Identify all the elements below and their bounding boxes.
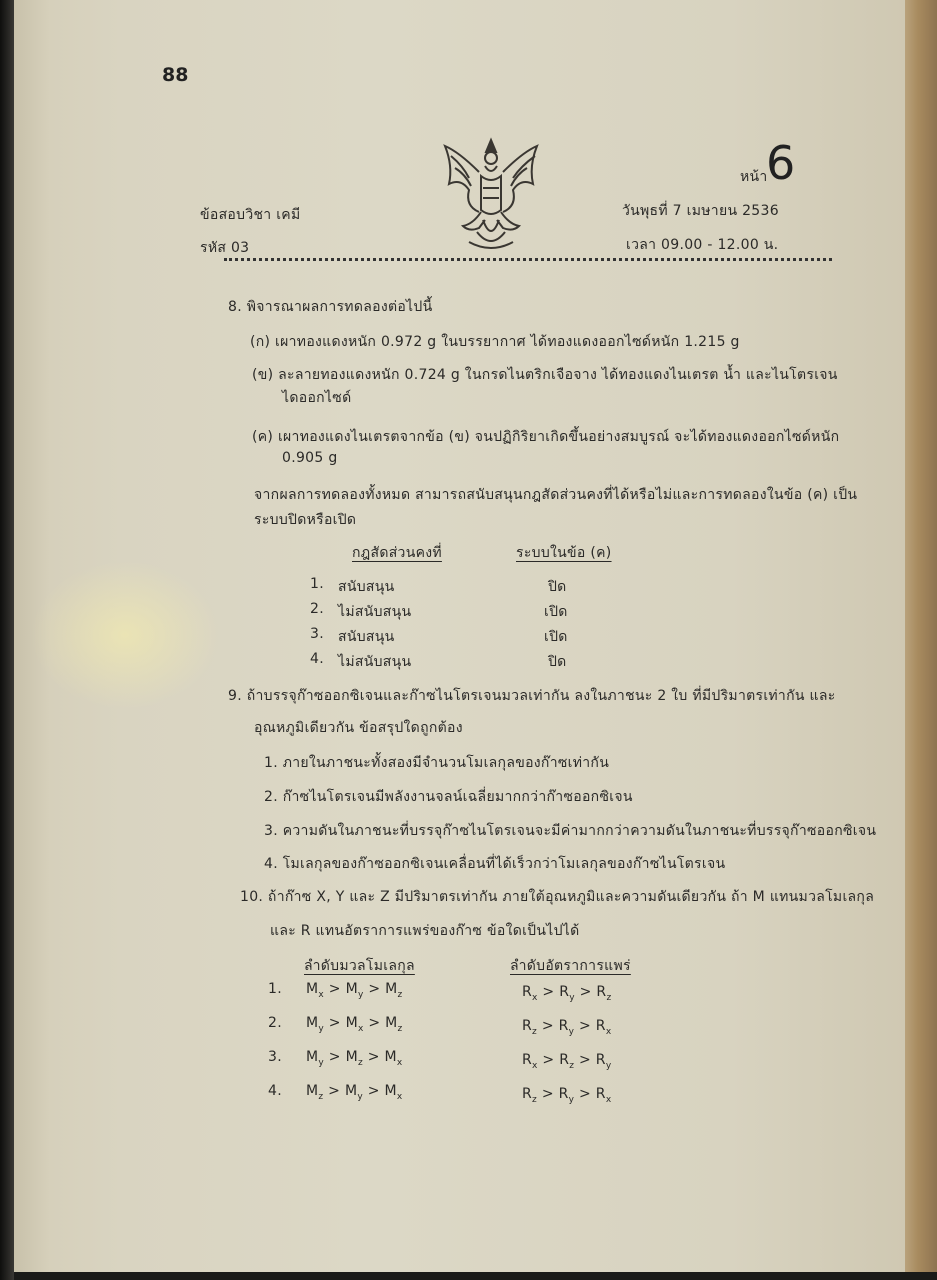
subscript-z: z xyxy=(397,1024,403,1034)
mass-order: $M_x > M_y > M_z$ xyxy=(306,981,403,1000)
subscript-y: y xyxy=(318,1058,325,1068)
header-divider xyxy=(224,258,832,261)
choice-number: 2. xyxy=(310,601,324,617)
rate-order: $R_z > R_y > R_x$ xyxy=(522,1086,612,1105)
choice-number: 2. xyxy=(268,1015,282,1031)
subscript-x: x xyxy=(357,1024,364,1034)
q10-col-rate: ลำดับอัตราการแพร่ xyxy=(510,958,631,974)
subscript-z: z xyxy=(532,1095,538,1105)
mass-order: $M_y > M_x > M_z$ xyxy=(306,1015,403,1034)
choice-system: เปิด xyxy=(544,604,568,620)
subscript-y: y xyxy=(568,1095,575,1105)
choice-law: ไม่สนับสนุน xyxy=(338,604,412,620)
choice-number: 4. xyxy=(310,651,324,667)
book-edge xyxy=(905,0,937,1272)
subscript-z: z xyxy=(397,990,403,1000)
subscript-x: x xyxy=(605,1027,612,1037)
q8-stem: 8. พิจารณาผลการทดลองต่อไปนี้ xyxy=(228,299,433,315)
subject-line: ข้อสอบวิชา เคมี xyxy=(200,207,301,223)
subscript-x: x xyxy=(532,993,538,1003)
q8-col-system: ระบบในข้อ (ค) xyxy=(516,545,612,561)
q8-option-c: (ค) เผาทองแดงไนเตรตจากข้อ (ข) จนปฏิกิริยาเกิดขึ้นอย่างสมบูรณ์ จะได้ทองแดงออกไซด์หนัก xyxy=(252,429,840,445)
page-value: 6 xyxy=(766,136,796,190)
subscript-y: y xyxy=(357,990,364,1000)
page-label: หน้า xyxy=(740,169,768,185)
rate-order: $R_z > R_y > R_x$ xyxy=(522,1018,612,1037)
choice-number: 1. xyxy=(310,576,324,592)
q10-col-mass: ลำดับมวลโมเลกุล xyxy=(304,958,415,974)
choice-system: เปิด xyxy=(544,629,568,645)
mass-order: $M_y > M_z > M_x$ xyxy=(306,1049,403,1068)
q9-option-3: 3. ความดันในภาชนะที่บรรจุก๊าซไนโตรเจนจะมีค่ามากกว่าความดันในภาชนะที่บรรจุก๊าซออกซิเจน xyxy=(264,823,877,839)
choice-number: 3. xyxy=(268,1049,282,1065)
rate-order: $R_x > R_y > R_z$ xyxy=(522,984,612,1003)
subscript-z: z xyxy=(569,1061,575,1071)
subject-code: รหัส 03 xyxy=(200,240,250,256)
choice-law: สนับสนุน xyxy=(338,629,395,645)
subscript-z: z xyxy=(318,1092,324,1102)
choice-system: ปิด xyxy=(548,579,567,595)
choice-system: ปิด xyxy=(548,654,567,670)
subscript-y: y xyxy=(605,1061,612,1071)
subscript-y: y xyxy=(357,1092,363,1102)
q9-option-2: 2. ก๊าซไนโตรเจนมีพลังงานจลน์เฉลี่ยมากกว่าก๊าซออกซิเจน xyxy=(264,789,633,805)
q8-option-b-cont: ไดออกไซด์ xyxy=(282,390,352,406)
mass-order: $M_z > M_y > M_x$ xyxy=(306,1083,403,1102)
q8-col-law: กฎสัดส่วนคงที่ xyxy=(352,545,442,561)
q10-stem-cont: และ R แทนอัตราการแพร่ของก๊าซ ข้อใดเป็นไปได้ xyxy=(270,923,580,939)
subscript-z: z xyxy=(606,993,612,1003)
q10-stem: 10. ถ้าก๊าซ X, Y และ Z มีปริมาตรเท่ากัน ภายใต้อุณหภูมิและความดันเดียวกัน ถ้า M แทนมวลโมเลกุล xyxy=(240,889,875,905)
subscript-y: y xyxy=(568,1027,575,1037)
choice-number: 1. xyxy=(268,981,282,997)
subscript-x: x xyxy=(605,1095,612,1105)
q8-question: จากผลการทดลองทั้งหมด สามารถสนับสนุนกฎสัดส่วนคงที่ได้หรือไม่และการทดลองในข้อ (ค) เป็น xyxy=(254,487,858,503)
q8-option-a: (ก) เผาทองแดงหนัก 0.972 g ในบรรยากาศ ได้ทองแดงออกไซด์หนัก 1.215 g xyxy=(250,334,740,350)
subscript-z: z xyxy=(357,1058,363,1068)
choice-number: 3. xyxy=(310,626,324,642)
q8-question-cont: ระบบปิดหรือเปิด xyxy=(254,512,357,528)
choice-law: ไม่สนับสนุน xyxy=(338,654,412,670)
q9-option-1: 1. ภายในภาชนะทั้งสองมีจำนวนโมเลกุลของก๊าซเท่ากัน xyxy=(264,755,610,771)
subscript-z: z xyxy=(532,1027,538,1037)
subscript-x: x xyxy=(532,1061,538,1071)
subscript-y: y xyxy=(318,1024,325,1034)
q9-stem-cont: อุณหภูมิเดียวกัน ข้อสรุปใดถูกต้อง xyxy=(254,720,463,736)
subscript-y: y xyxy=(569,993,575,1003)
exam-time: เวลา 09.00 - 12.00 น. xyxy=(626,237,779,253)
q9-stem: 9. ถ้าบรรจุก๊าซออกซิเจนและก๊าซไนโตรเจนมวลเท่ากัน ลงในภาชนะ 2 ใบ ที่มีปริมาตรเท่ากัน และ xyxy=(228,688,836,704)
exam-page xyxy=(14,0,909,1272)
q9-option-4: 4. โมเลกุลของก๊าซออกซิเจนเคลื่อนที่ได้เร็วกว่าโมเลกุลของก๊าซไนโตรเจน xyxy=(264,856,726,872)
exam-date: วันพุธที่ 7 เมษายน 2536 xyxy=(622,203,779,219)
subscript-x: x xyxy=(318,990,325,1000)
garuda-emblem-icon xyxy=(439,132,543,254)
choice-number: 4. xyxy=(268,1083,282,1099)
subscript-x: x xyxy=(396,1058,403,1068)
page-left-shadow xyxy=(0,0,14,1280)
light-glare xyxy=(30,560,220,710)
rate-order: $R_x > R_z > R_y$ xyxy=(522,1052,612,1071)
subscript-x: x xyxy=(396,1092,403,1102)
page-number: 88 xyxy=(162,64,189,86)
q8-option-b: (ข) ละลายทองแดงหนัก 0.724 g ในกรดไนตริกเจือจาง ได้ทองแดงไนเตรต น้ำ และไนโตรเจน xyxy=(252,367,838,383)
q8-option-c-cont: 0.905 g xyxy=(282,450,338,466)
choice-law: สนับสนุน xyxy=(338,579,395,595)
